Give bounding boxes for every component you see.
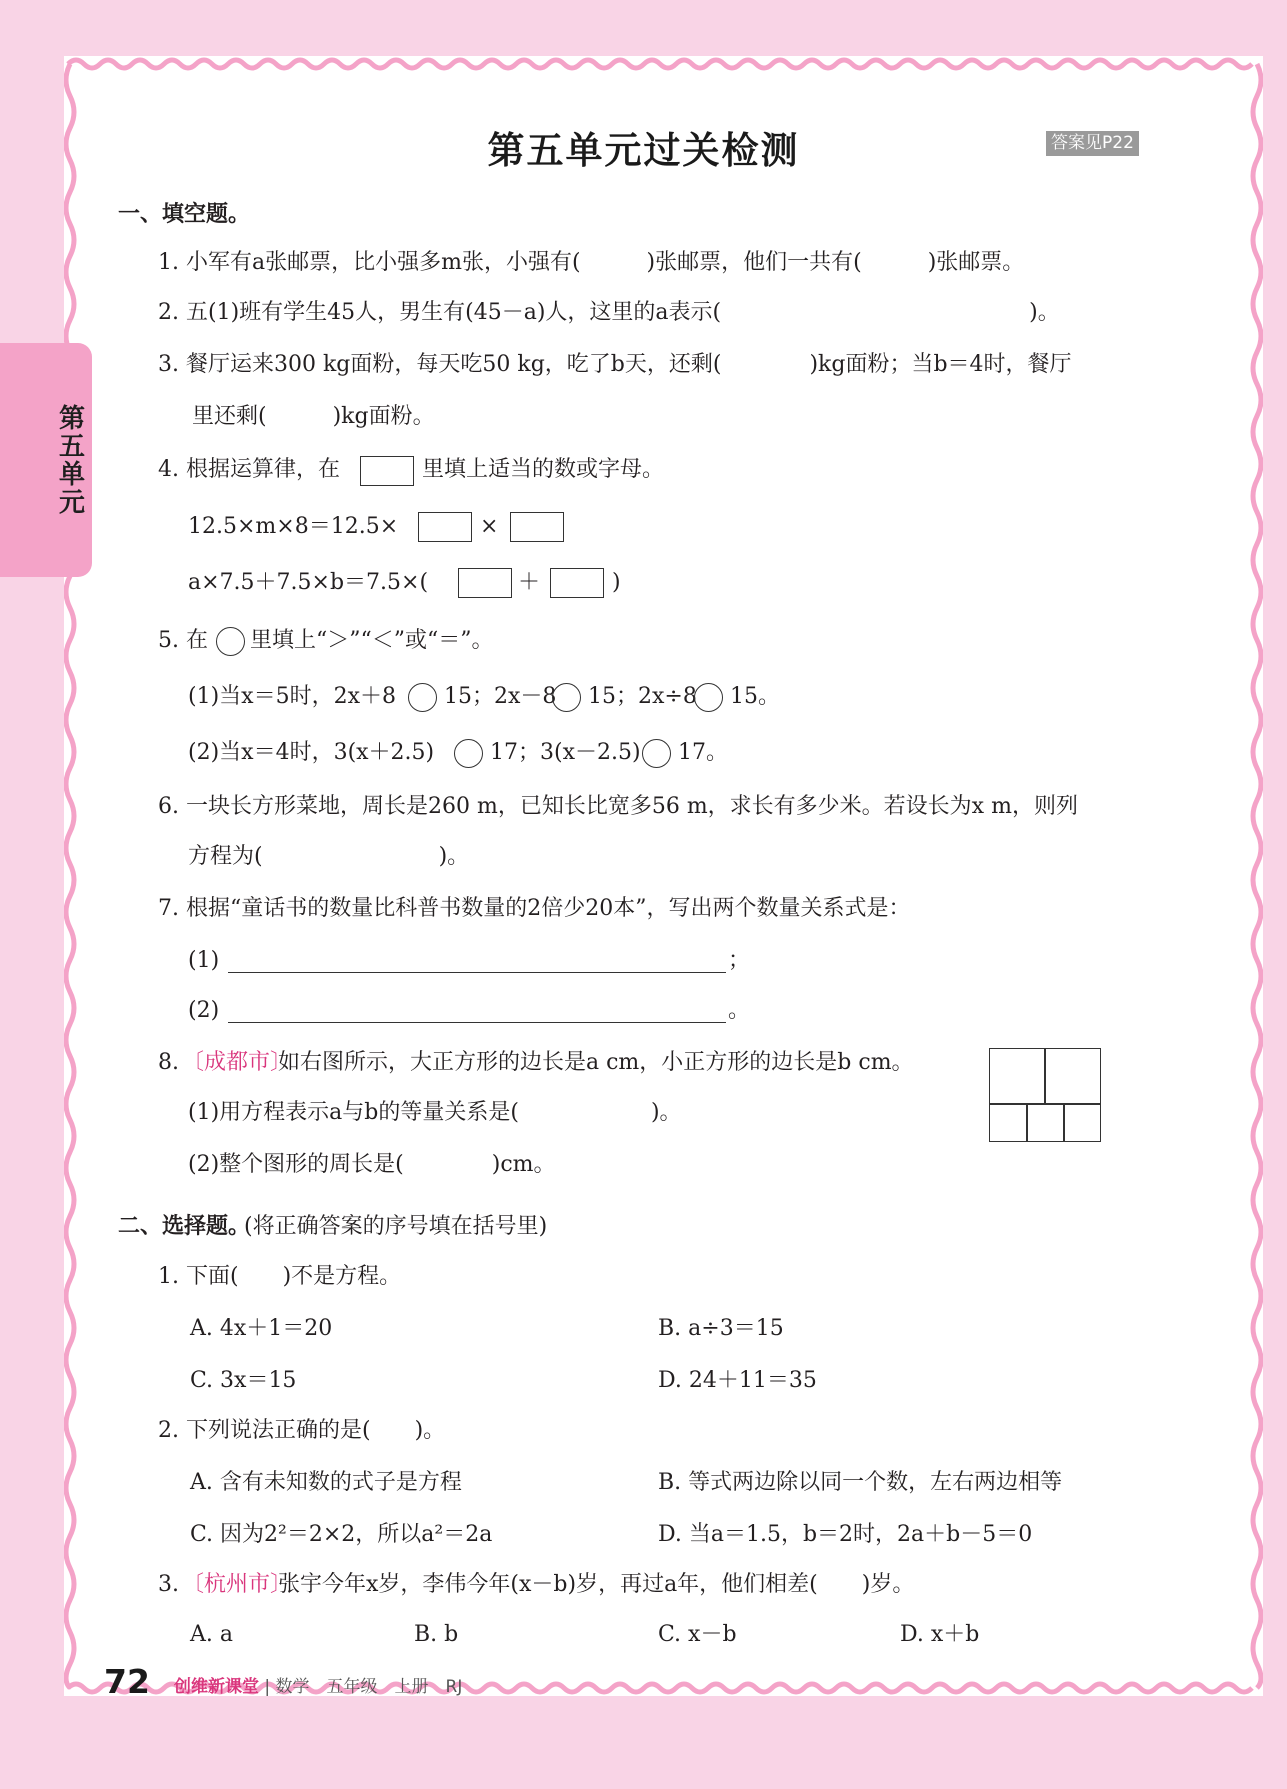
- fill-q5-suffix: 里填上“＞”“＜”或“＝”。: [250, 628, 494, 653]
- compare-circle-4[interactable]: [454, 739, 483, 768]
- fill-q5-prefix: 5. 在: [158, 628, 208, 653]
- footer-brand: 创维新课堂: [174, 1677, 259, 1697]
- choice-q3-text: 张宇今年x岁，李伟今年(x－b)岁，再过a年，他们相差( )岁。: [278, 1572, 915, 1597]
- fill-q8-source-tag: 〔成都市〕: [182, 1050, 293, 1075]
- section-fill-heading: 一、填空题。: [118, 202, 251, 227]
- section-choice-heading: 二、选择题。: [118, 1214, 251, 1239]
- choice-q2-opt-b[interactable]: B. 等式两边除以同一个数，左右两边相等: [658, 1470, 1063, 1495]
- fill-q4-prefix: 4. 根据运算律，在: [158, 457, 340, 482]
- small-square-1: [989, 1103, 1028, 1142]
- big-square-right: [1044, 1048, 1101, 1105]
- compare-circle-2[interactable]: [552, 683, 581, 712]
- fill-q5-p2-c: 17。: [678, 740, 728, 765]
- answer-box-sample: [360, 456, 414, 486]
- fill-q3-line2: 里还剩( )kg面粉。: [192, 404, 435, 429]
- fill-q8-1: (1)用方程表示a与b的等量关系是( )。: [188, 1100, 682, 1125]
- compare-circle-5[interactable]: [642, 739, 671, 768]
- choice-q1: 1. 下面( )不是方程。: [158, 1264, 402, 1289]
- answer-box-1[interactable]: [418, 512, 472, 542]
- fill-q2: 2. 五(1)班有学生45人，男生有(45－a)人，这里的a表示( )。: [158, 300, 1060, 325]
- page-title: 第五单元过关检测: [487, 129, 800, 172]
- fill-q5-p2-b: 17；3(x－2.5): [490, 740, 641, 765]
- fill-q8-text: 如右图所示，大正方形的边长是a cm，小正方形的边长是b cm。: [278, 1050, 914, 1075]
- fill-q7: 7. 根据“童话书的数量比科普书数量的2倍少20本”，写出两个数量关系式是：: [158, 896, 911, 921]
- fill-q7-2-label: (2): [188, 998, 220, 1023]
- fill-q5-p1-c: 15；2x÷8: [588, 684, 697, 709]
- fill-q8-num: 8.: [158, 1050, 179, 1075]
- choice-q3-opt-a[interactable]: A. a: [190, 1622, 233, 1647]
- choice-q3-opt-c[interactable]: C. x－b: [658, 1622, 737, 1647]
- choice-q3-opt-d[interactable]: D. x＋b: [900, 1622, 980, 1647]
- fill-q5-p1-a: (1)当x＝5时，2x＋8: [188, 684, 396, 709]
- compare-circle-sample: [216, 627, 245, 656]
- choice-q3-opt-b[interactable]: B. b: [414, 1622, 459, 1647]
- times-sign: ×: [480, 514, 499, 539]
- choice-q1-opt-a[interactable]: A. 4x＋1＝20: [190, 1316, 333, 1341]
- answer-reference-badge: 答案见P22: [1046, 131, 1139, 156]
- plus-sign: ＋: [518, 570, 541, 595]
- page-number: 72: [104, 1662, 150, 1701]
- choice-q1-opt-c[interactable]: C. 3x＝15: [190, 1368, 297, 1393]
- fill-q3-line1: 3. 餐厅运来300 kg面粉，每天吃50 kg，吃了b天，还剩( )kg面粉；当b＝4时，餐厅: [158, 352, 1072, 377]
- small-square-2: [1026, 1103, 1065, 1142]
- answer-box-4[interactable]: [550, 568, 604, 598]
- fill-q5-p1-d: 15。: [730, 684, 780, 709]
- answer-box-3[interactable]: [458, 568, 512, 598]
- section-choice-note: (将正确答案的序号填在括号里): [244, 1214, 548, 1239]
- fill-q7-1-label: (1): [188, 948, 220, 973]
- fill-q8-2: (2)整个图形的周长是( )cm。: [188, 1152, 556, 1177]
- choice-q1-opt-b[interactable]: B. a÷3＝15: [658, 1316, 784, 1341]
- fill-q4-eq1: 12.5×m×8＝12.5×: [188, 514, 399, 539]
- choice-q1-opt-d[interactable]: D. 24＋11＝35: [658, 1368, 817, 1393]
- choice-q2-opt-c[interactable]: C. 因为2²＝2×2，所以a²＝2a: [190, 1522, 493, 1547]
- compare-circle-3[interactable]: [694, 683, 723, 712]
- answer-line-1[interactable]: [228, 972, 726, 973]
- fill-q7-1-end: ；: [728, 948, 751, 973]
- fill-q6-line1: 6. 一块长方形菜地，周长是260 m，已知长比宽多56 m，求长有多少米。若设长为x m，则列: [158, 794, 1078, 819]
- fill-q5-p1-b: 15；2x－8: [444, 684, 557, 709]
- footer-book-info: | 数学 五年级 上册 RJ: [264, 1677, 463, 1697]
- fill-q6-line2: 方程为( )。: [188, 844, 470, 869]
- fill-q4-suffix: 里填上适当的数或字母。: [422, 457, 665, 482]
- compare-circle-1[interactable]: [408, 683, 437, 712]
- small-square-3: [1063, 1103, 1101, 1142]
- footer-info: [174, 1672, 462, 1697]
- unit-tab-label: 第五单元: [58, 404, 85, 518]
- fill-q4-eq2: a×7.5＋7.5×b＝7.5×(: [188, 570, 429, 595]
- answer-box-2[interactable]: [510, 512, 564, 542]
- choice-q2-opt-a[interactable]: A. 含有未知数的式子是方程: [190, 1470, 462, 1495]
- choice-q2-opt-d[interactable]: D. 当a＝1.5，b＝2时，2a＋b－5＝0: [658, 1522, 1033, 1547]
- close-paren: ): [612, 570, 621, 595]
- choice-q2: 2. 下列说法正确的是( )。: [158, 1418, 446, 1443]
- fill-q7-2-end: 。: [728, 998, 751, 1023]
- choice-q3-num: 3.: [158, 1572, 179, 1597]
- answer-line-2[interactable]: [228, 1022, 726, 1023]
- fill-q1: 1. 小军有a张邮票，比小强多m张，小强有( )张邮票，他们一共有( )张邮票。: [158, 250, 1025, 275]
- big-square-left: [989, 1048, 1046, 1105]
- choice-q3-source-tag: 〔杭州市〕: [182, 1572, 293, 1597]
- fill-q5-p2-a: (2)当x＝4时，3(x＋2.5): [188, 740, 435, 765]
